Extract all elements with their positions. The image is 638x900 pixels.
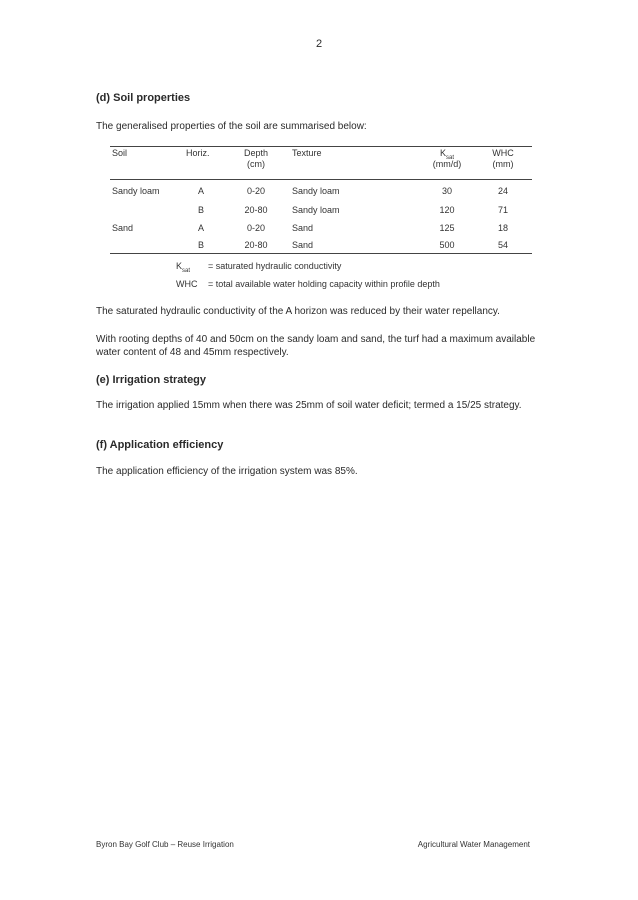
header-ksat-subscript: sat [446,154,455,161]
table-bottom-rule [110,253,532,254]
table-cell-texture: Sandy loam [292,186,340,196]
table-cell-texture: Sand [292,223,314,233]
footer-left: Byron Bay Golf Club – Reuse Irrigation [96,840,234,849]
table-cell-soil: Sandy loam [112,186,160,196]
header-whc: WHC [492,148,514,158]
header-depth-unit: (cm) [247,159,265,169]
table-cell-depth: 20-80 [244,205,268,215]
table-cell-depth: 0-20 [246,186,265,196]
table-cell-texture: Sandy loam [292,205,340,215]
table-cell-ksat: 500 [439,240,455,250]
page-number: 2 [315,38,323,50]
header-soil: Soil [112,148,128,158]
application-efficiency-text: The application efficiency of the irrigation system was 85%. [96,466,358,477]
section-heading-application-efficiency: (f) Application efficiency [96,439,224,451]
legend-ksat-subscript: sat [182,267,191,274]
table-cell-texture: Sand [292,240,314,250]
table-cell-horiz: B [198,205,205,215]
soil-intro-text: The generalised properties of the soil are summarised below: [96,121,367,132]
irrigation-strategy-text: The irrigation applied 15mm when there was 25mm of soil water deficit; termed a 15/25 strategy. [96,400,522,411]
table-cell-ksat: 125 [439,223,455,233]
header-texture: Texture [292,148,322,158]
legend-abbr-ksat: $K_{sat}$ [176,261,191,274]
header-ksat-unit: (mm/d) [432,159,462,169]
header-ksat: $K_{sat}$ [439,148,455,161]
rooting-depth-text: With rooting depths of 40 and 50cm on the sandy loam and sand, the turf had a maximum available water content of 48 and 45mm respectively. [96,334,536,358]
section-heading-irrigation-strategy: (e) Irrigation strategy [96,374,207,386]
legend-abbr-whc: WHC [176,279,198,289]
table-cell-horiz: B [198,240,205,250]
table-cell-whc: 18 [497,223,508,233]
ksat-note-text: The saturated hydraulic conductivity of the A horizon was reduced by their water repellancy. [96,306,500,317]
section-heading-soil-properties: (d) Soil properties [96,92,191,104]
table-cell-depth: 20-80 [244,240,268,250]
table-cell-horiz: A [198,186,205,196]
table-cell-whc: 71 [497,205,508,215]
table-cell-whc: 24 [497,186,508,196]
table-cell-ksat: 120 [439,205,455,215]
table-header-rule [110,179,532,180]
legend-desc-ksat: = saturated hydraulic conductivity [208,261,342,271]
table-cell-horiz: A [198,223,205,233]
table-cell-ksat: 30 [441,186,452,196]
table-cell-depth: 0-20 [246,223,265,233]
footer-right: Agricultural Water Management [417,840,530,849]
table-cell-soil: Sand [112,223,134,233]
header-depth: Depth [243,148,269,158]
table-cell-whc: 54 [497,240,508,250]
header-horiz: Horiz. [186,148,210,158]
table-top-rule [110,146,532,147]
header-whc-unit: (mm) [492,159,514,169]
legend-desc-whc: = total available water holding capacity within profile depth [208,279,440,289]
